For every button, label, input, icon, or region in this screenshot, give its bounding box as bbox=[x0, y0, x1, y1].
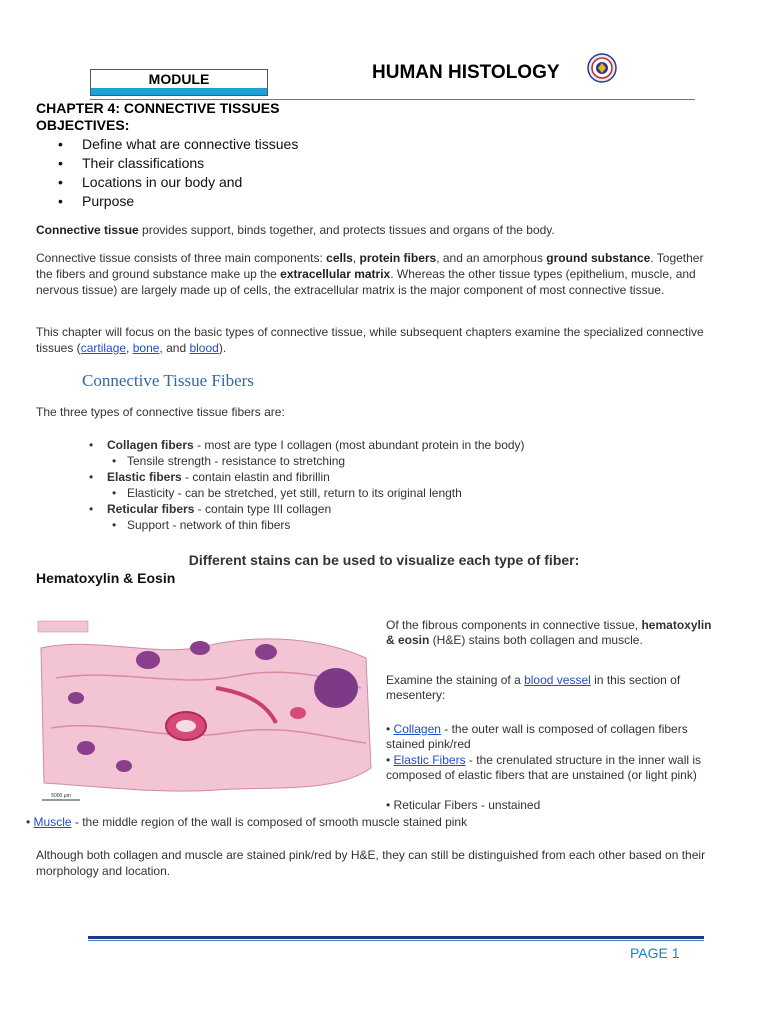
list-item bbox=[36, 437, 525, 453]
text-span: - the middle region of the wall is composed of smooth muscle stained pink bbox=[71, 815, 468, 829]
bold-term: ground substance bbox=[546, 251, 651, 265]
list-item: • Purpose bbox=[36, 192, 298, 211]
link-muscle[interactable]: Muscle bbox=[33, 815, 72, 829]
link-collagen[interactable]: Collagen bbox=[393, 722, 441, 736]
chapter-title: CHAPTER 4: CONNECTIVE TISSUES bbox=[36, 100, 280, 116]
link-blood-vessel[interactable]: blood vessel bbox=[524, 673, 591, 687]
text-span: - the outer wall is composed of collagen fibers stained pink/red bbox=[386, 722, 688, 751]
text-span: , bbox=[126, 341, 133, 355]
list-item: • Locations in our body and bbox=[36, 173, 298, 192]
bold-term: Reticular fibers bbox=[107, 502, 195, 516]
closing-paragraph: Although both collagen and muscle are stained pink/red by H&E, they can still be distinguished from each other based on their morphology and location. bbox=[36, 848, 706, 878]
chapter-heading bbox=[36, 100, 279, 134]
text-span: in this section of mesentery: bbox=[386, 673, 681, 702]
text-span: Of the fibrous components in connective tissue, bbox=[386, 618, 642, 632]
list-item bbox=[36, 501, 525, 517]
text-span: - contain type III collagen bbox=[194, 502, 332, 516]
chapter-focus-paragraph bbox=[36, 324, 721, 356]
he-heading: Hematoxylin & Eosin bbox=[36, 570, 176, 586]
list-item: • Define what are connective tissues bbox=[36, 135, 298, 154]
text-span: - contain elastin and fibrillin bbox=[181, 470, 330, 484]
stains-heading: Different stains can be used to visualize each type of fiber: bbox=[188, 552, 580, 568]
module-box bbox=[90, 69, 268, 96]
text-span: Reticular Fibers - unstained bbox=[393, 798, 541, 812]
text-span: - the crenulated structure in the inner wall is composed of elastic fibers that are unstained (or light pink) bbox=[386, 753, 702, 782]
text-span: Examine the staining of a bbox=[386, 673, 525, 687]
footer-rule-accent bbox=[88, 940, 704, 941]
page-number: PAGE 1 bbox=[630, 945, 680, 961]
seal-logo-icon bbox=[587, 53, 617, 83]
blood-vessel-description bbox=[386, 673, 716, 703]
bold-term: protein fibers bbox=[359, 251, 437, 265]
fibers-intro: The three types of connective tissue fibers are: bbox=[36, 405, 285, 419]
text-span: This chapter will focus on the basic types of connective tissue, while subsequent chapters examine the specialized connective tissues ( bbox=[36, 325, 704, 355]
page-title: HUMAN HISTOLOGY bbox=[372, 62, 560, 83]
he-description bbox=[386, 618, 716, 648]
list-item: • Elasticity - can be stretched, yet still, return to its original length bbox=[36, 485, 525, 501]
text-span: Connective tissue consists of three main components: bbox=[36, 251, 327, 265]
link-blood[interactable]: blood bbox=[189, 341, 219, 355]
intro-paragraph bbox=[36, 222, 736, 238]
footer-rule bbox=[88, 936, 704, 939]
link-bone[interactable]: bone bbox=[132, 341, 160, 355]
components-paragraph bbox=[36, 250, 721, 298]
text-span: ). bbox=[218, 341, 227, 355]
text-span: . Together the fibers and ground substance make up the bbox=[36, 251, 704, 281]
objectives-list bbox=[36, 135, 298, 211]
bold-term: cells bbox=[326, 251, 353, 265]
module-accent-bar bbox=[91, 88, 267, 95]
fibers-list bbox=[36, 437, 525, 533]
bold-term: extracellular matrix bbox=[280, 267, 391, 281]
histology-image bbox=[36, 618, 376, 808]
list-item: • Support - network of thin fibers bbox=[36, 517, 525, 533]
list-item: • Elastic Fibers - the crenulated structure in the inner wall is composed of elastic fibers that are unstained (or light pink) bbox=[386, 753, 702, 782]
bold-term: hematoxylin & eosin bbox=[386, 618, 712, 647]
list-item bbox=[36, 469, 525, 485]
text-span: , bbox=[352, 251, 360, 265]
link-elastic-fibers[interactable]: Elastic Fibers bbox=[393, 753, 466, 767]
bold-term: Connective tissue bbox=[36, 223, 139, 237]
text-span: . Whereas the other tissue types (epithelium, muscle, and nervous tissue) are largely made up of cells, the extracellular matrix is the major component of most connective tissue. bbox=[36, 267, 696, 297]
objectives-label: OBJECTIVES: bbox=[36, 117, 130, 133]
text-span: provides support, binds together, and protects tissues and organs of the body. bbox=[138, 223, 555, 237]
list-item: • Their classifications bbox=[36, 154, 298, 173]
list-item: • Muscle - the middle region of the wall is composed of smooth muscle stained pink bbox=[26, 815, 468, 829]
list-item: • Reticular Fibers - unstained bbox=[386, 798, 541, 812]
link-cartilage[interactable]: cartilage bbox=[80, 341, 127, 355]
bold-term: Collagen fibers bbox=[107, 438, 194, 452]
text-span: (H&E) stains both collagen and muscle. bbox=[429, 633, 643, 647]
list-item: • Tensile strength - resistance to stretching bbox=[36, 453, 525, 469]
bold-term: Elastic fibers bbox=[107, 470, 182, 484]
text-span: - most are type I collagen (most abundant protein in the body) bbox=[193, 438, 525, 452]
list-item: • Collagen - the outer wall is composed of collagen fibers stained pink/red bbox=[386, 722, 688, 751]
scale-bar-label: 5000 µm bbox=[51, 793, 71, 799]
text-span: , and bbox=[159, 341, 190, 355]
section-heading: Connective Tissue Fibers bbox=[82, 371, 254, 390]
text-span: , and an amorphous bbox=[436, 251, 547, 265]
module-label: MODULE bbox=[148, 71, 210, 87]
